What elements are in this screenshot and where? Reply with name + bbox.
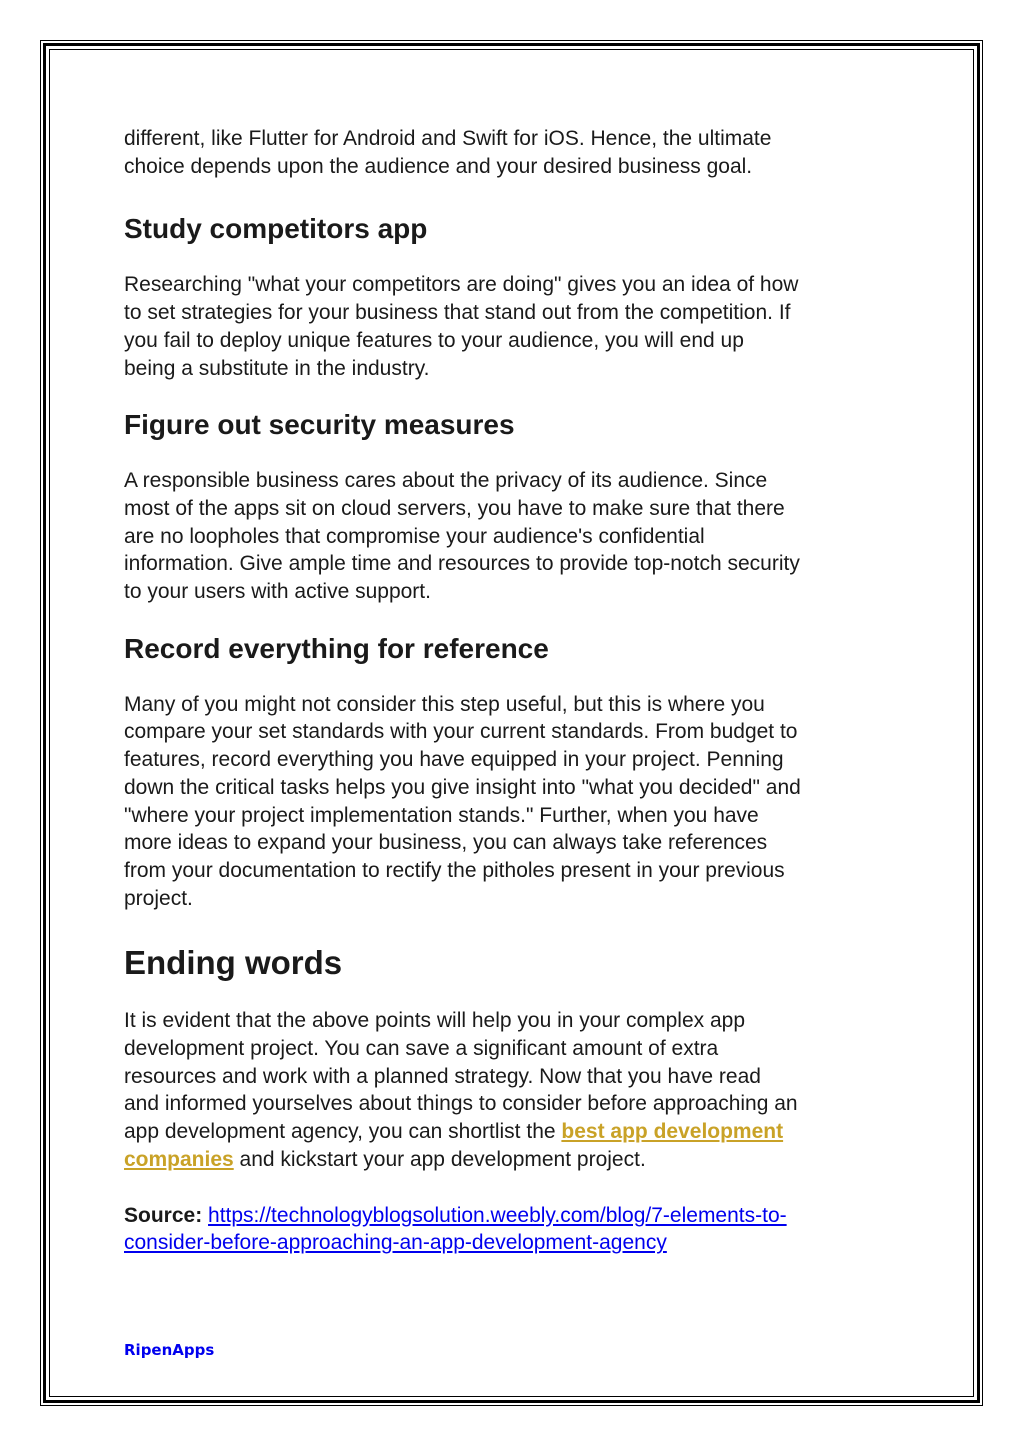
intro-line: choice depends upon the audience and your desired business goal. xyxy=(124,154,753,178)
paragraph-line: are no loopholes that compromise your audience's confidential xyxy=(124,524,705,548)
paragraph-line: It is evident that the above points will help you in your complex app xyxy=(124,1009,746,1033)
section-paragraph-study-competitors xyxy=(124,271,914,382)
paragraph-line: "where your project implementation stands." Further, when you have xyxy=(124,803,759,827)
paragraph-line: most of the apps sit on cloud servers, you have to make sure that there xyxy=(124,496,785,520)
paragraph-line: compare your set standards with your current standards. From budget to xyxy=(124,720,798,744)
source-url-line: https://technologyblogsolution.weebly.com/blog/7-elements-to- xyxy=(208,1203,787,1227)
source-url-line: consider-before-approaching-an-app-development-agency xyxy=(124,1231,667,1255)
section-heading-security-measures: Figure out security measures xyxy=(124,409,515,441)
paragraph-line: you fail to deploy unique features to your audience, you will end up xyxy=(124,328,744,352)
paragraph-line: development project. You can save a significant amount of extra xyxy=(124,1037,719,1061)
paragraph-line: Researching "what your competitors are doing" gives you an idea of how xyxy=(124,273,799,297)
section-paragraph-record-everything xyxy=(124,691,914,913)
paragraph-line: Many of you might not consider this step useful, but this is where you xyxy=(124,692,765,716)
paragraph-line: and informed yourselves about things to consider before approaching an xyxy=(124,1092,798,1116)
intro-line: different, like Flutter for Android and Swift for iOS. Hence, the ultimate xyxy=(124,127,772,150)
paragraph-line: to set strategies for your business that stand out from the competition. If xyxy=(124,301,791,325)
companies-link[interactable]: companies xyxy=(124,1147,234,1171)
paragraph-line: project. xyxy=(124,886,193,910)
paragraph-line: to your users with active support. xyxy=(124,580,431,604)
paragraph-line: features, record everything you have equipped in your project. Penning xyxy=(124,748,784,772)
paragraph-line: app development agency, you can shortlist the xyxy=(124,1120,562,1144)
section-heading-study-competitors: Study competitors app xyxy=(124,213,428,245)
section-paragraph-security-measures xyxy=(124,467,914,606)
paragraph-line: resources and work with a planned strategy. Now that you have read xyxy=(124,1064,761,1088)
paragraph-line: being a substitute in the industry. xyxy=(124,356,430,380)
source-paragraph xyxy=(124,1202,914,1257)
paragraph-line: more ideas to expand your business, you can always take references xyxy=(124,831,768,855)
document-body xyxy=(124,125,914,1257)
paragraph-line: down the critical tasks helps you give insight into "what you decided" and xyxy=(124,775,801,799)
source-label: Source: xyxy=(124,1203,203,1227)
section-heading-record-everything: Record everything for reference xyxy=(124,632,549,664)
source-link[interactable] xyxy=(124,1204,787,1255)
best-app-development-link[interactable]: best app development xyxy=(561,1120,784,1144)
paragraph-line: information. Give ample time and resources to provide top-notch security xyxy=(124,552,800,576)
paragraph-line: and kickstart your app development project. xyxy=(233,1147,646,1171)
paragraph-line: A responsible business cares about the privacy of its audience. Since xyxy=(124,469,768,493)
ending-heading: Ending words xyxy=(124,944,343,982)
footer-brand: RipenApps xyxy=(124,1341,215,1359)
ending-paragraph xyxy=(124,1007,914,1173)
paragraph-line: from your documentation to rectify the pitholes present in your previous xyxy=(124,858,785,882)
intro-paragraph xyxy=(124,125,914,180)
